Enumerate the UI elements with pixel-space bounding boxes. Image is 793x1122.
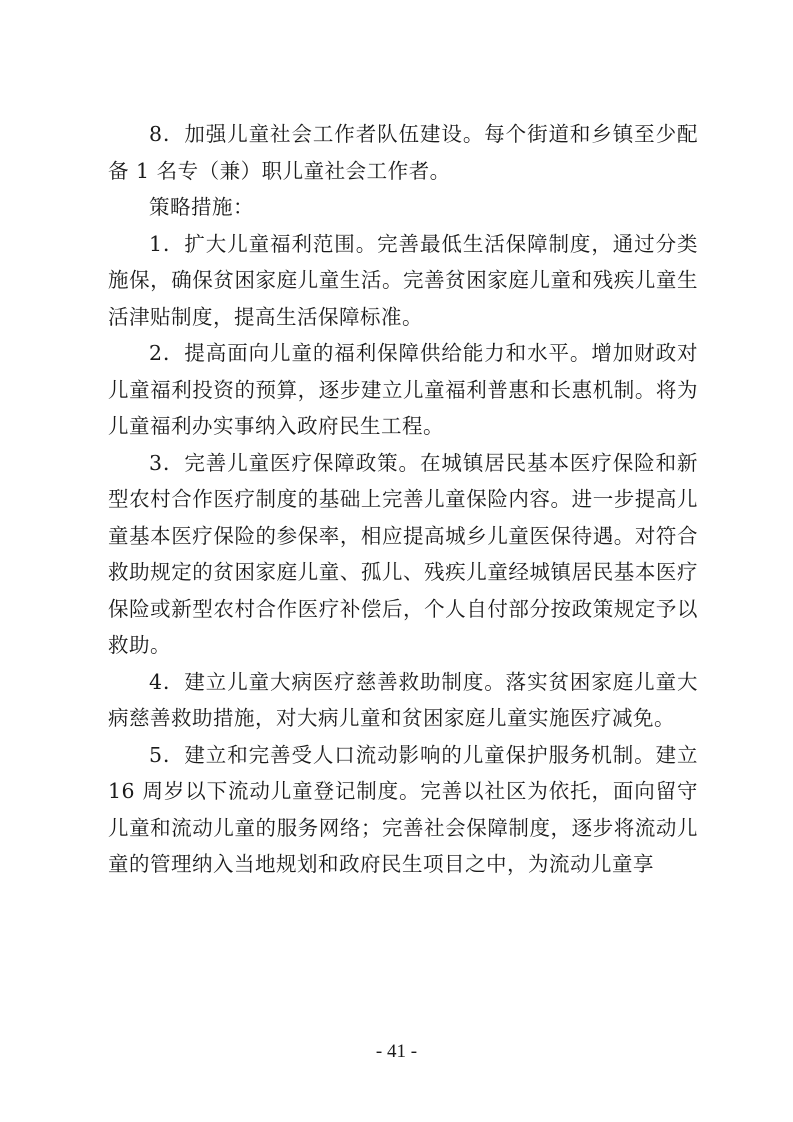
paragraph-measure-2: 2．提高面向儿童的福利保障供给能力和水平。增加财政对儿童福利投资的预算，逐步建立儿童福利普惠和长惠机制。将为儿童福利办实事纳入政府民生工程。 (108, 341, 698, 438)
paragraph-measure-1: 1．扩大儿童福利范围。完善最低生活保障制度，通过分类施保，确保贫困家庭儿童生活。完善贫困家庭儿童和残疾儿童生活津贴制度，提高生活保障标准。 (108, 231, 698, 329)
paragraph-strategy-heading: 策略措施： (149, 195, 254, 219)
document-body (108, 116, 698, 883)
page-number: - 41 - (375, 1041, 418, 1062)
paragraph-goal-8: 8．加强儿童社会工作者队伍建设。每个街道和乡镇至少配备 1 名专（兼）职儿童社会工作者。 (108, 122, 698, 183)
paragraph-measure-3: 3．完善儿童医疗保障政策。在城镇居民基本医疗保险和新型农村合作医疗制度的基础上完善儿童保险内容。进一步提高儿童基本医疗保险的参保率，相应提高城乡儿童医保待遇。对符合救助规定的贫困家庭儿童、孤儿、残疾儿童经城镇居民基本医疗保险或新型农村合作医疗补偿后，个人自付部分按政策规定予以救助。 (108, 450, 698, 657)
paragraph-measure-4: 4．建立儿童大病医疗慈善救助制度。落实贫困家庭儿童大病慈善救助措施，对大病儿童和贫困家庭儿童实施医疗减免。 (108, 669, 698, 730)
paragraph-measure-5: 5．建立和完善受人口流动影响的儿童保护服务机制。建立 16 周岁以下流动儿童登记制度。完善以社区为依托，面向留守儿童和流动儿童的服务网络；完善社会保障制度，逐步将流动儿童的管理纳入当地规划和政府民生项目之中，为流动儿童享 (108, 742, 698, 876)
